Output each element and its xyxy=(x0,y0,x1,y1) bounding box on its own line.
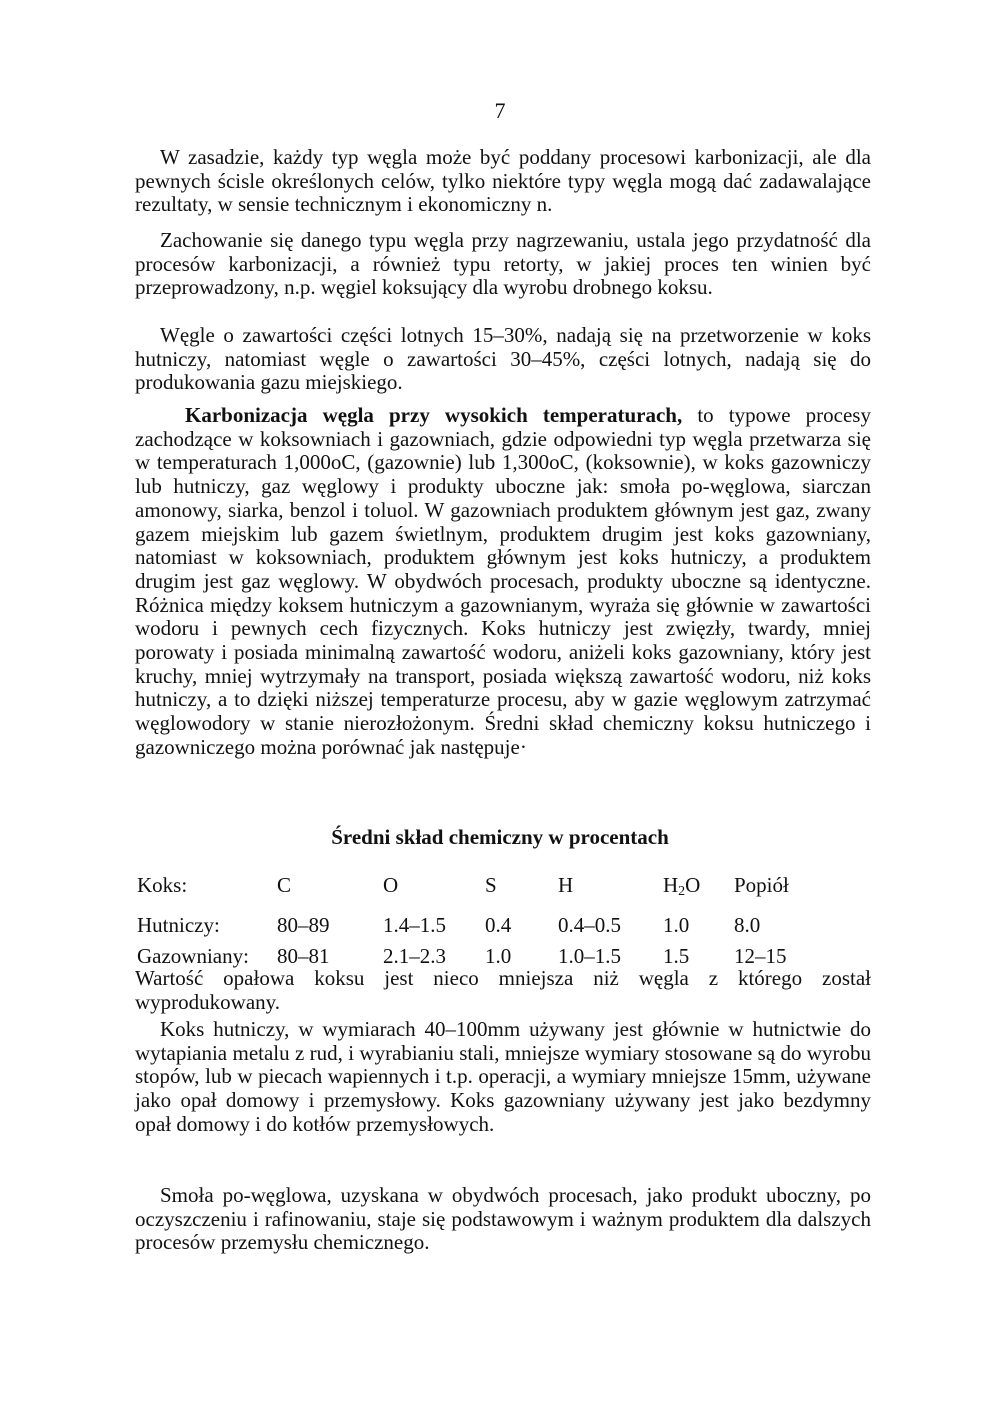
table-cell: Gazowniany: xyxy=(137,944,249,968)
header-cell: Popiół xyxy=(734,873,789,897)
h2o-o: O xyxy=(685,873,701,897)
bold-lead: Karbonizacja węgla przy wysokich temperaturach, xyxy=(185,403,683,427)
header-cell: S xyxy=(485,873,497,897)
table-cell: 80–81 xyxy=(277,944,330,968)
table-cell: Hutniczy: xyxy=(137,913,220,937)
paragraph: Węgle o zawartości części lotnych 15–30%, nadają się na przetworzenie w koks hutniczy, natomiast węgle o zawartości 30–45%, części lotnych, nadają się do produkowania gazu miejskiego. xyxy=(135,323,871,395)
paragraph: Koks hutniczy, w wymiarach 40–100mm używany jest głównie w hutnictwie do wytapiania metalu z rud, i wyrabianiu stali, mniejsze wymiary stosowane są do wyrobu stopów, lub w piecach wapiennych i t.p. operacji, a wymiary mniejsze 15mm, używane jako opał domowy i przemysłowy. Koks gazowniany używany jest jako bezdymny opał domowy i do kotłów przemysłowych. xyxy=(135,1017,871,1136)
paragraph: Wartość opałowa koksu jest nieco mniejsza niż węgla z którego został wyprodukowany. xyxy=(135,966,871,1014)
page-number: 7 xyxy=(494,98,506,123)
header-cell: H xyxy=(558,873,574,897)
table-title: Średni skład chemiczny w procentach xyxy=(331,825,669,849)
paragraph: W zasadzie, każdy typ węgla może być poddany procesowi karbonizacji, ale dla pewnych ścisle określonych celów, tylko niektóre typy węgla mogą dać zadawalające rezultaty, w sensie technicznym i ekonomiczny n. xyxy=(135,145,871,217)
paragraph xyxy=(135,404,871,760)
table-header-row xyxy=(137,870,837,910)
table-cell: 1.0 xyxy=(663,913,690,937)
composition-table xyxy=(137,870,837,972)
paragraph: Smoła po-węglowa, uzyskana w obydwóch procesach, jako produkt uboczny, po oczyszczeniu i rafinowaniu, staje się podstawowym i ważnym produktem dla dalszych procesów przemysłu chemicznego. xyxy=(135,1183,871,1255)
h2o-h: H xyxy=(663,873,679,897)
table-cell: 1.5 xyxy=(663,944,690,968)
table-cell: 80–89 xyxy=(277,913,330,937)
table-cell: 12–15 xyxy=(734,944,787,968)
table-cell: 1.4–1.5 xyxy=(383,913,446,937)
table-cell: 0.4–0.5 xyxy=(558,913,621,937)
header-cell: O xyxy=(383,873,399,897)
header-cell: Koks: xyxy=(137,873,188,897)
table-cell: 2.1–2.3 xyxy=(383,944,446,968)
h2o-subscript: 2 xyxy=(678,884,686,899)
table-cell: 8.0 xyxy=(734,913,761,937)
table-cell: 1.0–1.5 xyxy=(558,944,621,968)
table-cell: 0.4 xyxy=(485,913,512,937)
paragraph-body: to typowe procesy zachodzące w koksowniach i gazowniach, gdzie odpowiedni typ węgla przetwarza się w temperaturach 1,000oC, (gazownie) lub 1,300oC, (koksownie), w koks gazowniczy lub hutniczy, gaz węglowy i produkty uboczne jak: smoła po-węglowa, siarczan amonowy, siarka, benzol i toluol. W gazowniach produktem głównym jest gaz, zwany gazem miejskim lub gazem świetlnym, produktem drugim jest koks gazowniany, natomiast w koksowniach, produktem głównym jest koks hutniczy, a produktem drugim jest gaz węglowy. W obydwóch procesach, produkty uboczne są identyczne. Różnica między koksem hutniczym a gazownianym, wyraża się głównie w zawartości wodoru i pewnych cech fizycznych. Koks hutniczy jest zwięzły, twardy, mniej porowaty i posiada minimalną zawartość wodoru, aniżeli koks gazowniany, który jest kruchy, mniej wytrzymały na transport, posiada większą zawartość wodoru, niż koks hutniczy, a to dzięki niższej temperaturze procesu, aby w gazie węglowym zatrzymać węglowodory w stanie nierozłożonym. Średni skład chemiczny koksu hutniczego i gazowniczego można porównać jak następuje· xyxy=(135,403,871,759)
paragraph: Zachowanie się danego typu węgla przy nagrzewaniu, ustala jego przydatność dla procesów karbonizacji, a również typu retorty, w jakiej proces ten winien być przeprowadzony, n.p. węgiel koksujący dla wyrobu drobnego koksu. xyxy=(135,228,871,300)
table-row xyxy=(137,910,837,941)
table-cell: 1.0 xyxy=(485,944,512,968)
header-cell: C xyxy=(277,873,292,897)
header-cell xyxy=(663,870,700,907)
